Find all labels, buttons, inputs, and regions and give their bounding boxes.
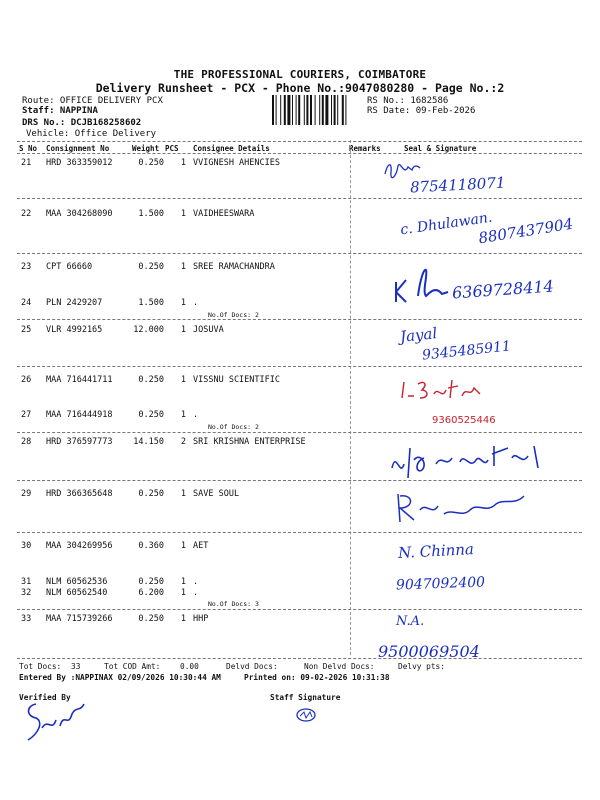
- docs-count-note: No.Of Docs: 2: [208, 311, 259, 319]
- row-sno: 29: [21, 489, 32, 499]
- staff-label: Staff: NAPPINA: [22, 106, 98, 116]
- row-consignment: NLM 60562536: [46, 577, 108, 587]
- row-pcs: 1: [180, 262, 186, 272]
- row-pcs: 1: [180, 158, 186, 168]
- signature-scribble-red: [398, 376, 482, 406]
- tot-docs-value: 33: [71, 662, 81, 671]
- table-row: [0, 158, 600, 170]
- row-consignee: .: [193, 577, 199, 587]
- col-remarks: Remarks: [349, 144, 381, 153]
- row-consignee: VISSNU SCIENTIFIC: [193, 375, 280, 385]
- row-consignment: MAA 304268090: [46, 209, 113, 219]
- table-row: [0, 325, 600, 337]
- handwritten-phone: 8754118071: [409, 173, 506, 197]
- handwritten-name: Jayal: [399, 324, 439, 346]
- staff-signature-label: Staff Signature: [270, 693, 341, 702]
- footer-rule: [17, 658, 582, 659]
- row-consignee: SREE RAMACHANDRA: [193, 262, 275, 272]
- runsheet-title: Delivery Runsheet - PCX - Phone No.:9047080280 - Page No.:2: [95, 81, 505, 95]
- row-weight: 0.360: [138, 541, 164, 551]
- row-sno: 32: [21, 588, 32, 598]
- row-divider: [17, 432, 582, 433]
- table-row: [0, 541, 600, 553]
- table-row: [0, 375, 600, 387]
- tot-cod-value: 0.00: [180, 662, 199, 671]
- row-consignment: MAA 716441711: [46, 375, 113, 385]
- row-sno: 25: [21, 325, 32, 335]
- row-sno: 33: [21, 614, 32, 624]
- row-consignee: VAIDHEESWARA: [193, 209, 255, 219]
- signature-scribble: [392, 488, 532, 532]
- row-consignee: HHP: [193, 614, 209, 624]
- row-sno: 21: [21, 158, 32, 168]
- row-consignment: MAA 716444918: [46, 410, 113, 420]
- handwritten-name: c. Dhulawan.: [399, 209, 494, 239]
- table-row: [0, 588, 600, 600]
- table-row: [0, 262, 600, 274]
- col-consignment: Consignment No: [46, 144, 110, 153]
- row-weight: 0.250: [138, 577, 164, 587]
- handwritten-phone: 6369728414: [451, 276, 555, 303]
- entered-by: Entered By :NAPPINAX 02/09/2026 10:30:44 AM: [19, 673, 221, 682]
- table-row: [0, 209, 600, 221]
- company-name: THE PROFESSIONAL COURIERS, COIMBATORE: [173, 68, 427, 81]
- row-weight: 0.250: [138, 375, 164, 385]
- header-top-rule: [17, 141, 582, 142]
- handwritten-phone: 9360525446: [432, 415, 496, 426]
- handwritten-phone: 9047092400: [395, 574, 486, 594]
- header-bottom-rule: [17, 153, 582, 154]
- row-sno: 30: [21, 541, 32, 551]
- col-weight: Weight: [132, 144, 160, 153]
- delivery-points-label: Delvy pts:: [398, 662, 445, 671]
- row-pcs: 2: [180, 437, 186, 447]
- row-sno: 28: [21, 437, 32, 447]
- row-consignment: MAA 715739266: [46, 614, 113, 624]
- row-pcs: 1: [180, 588, 186, 598]
- handwritten-phone: 9500069504: [378, 642, 480, 661]
- non-delivered-docs-label: Non Delvd Docs:: [304, 662, 375, 671]
- col-pcs: PCS: [165, 144, 179, 153]
- docs-count-note: No.Of Docs: 3: [208, 600, 259, 608]
- row-pcs: 1: [180, 209, 186, 219]
- row-weight: 1.500: [138, 298, 164, 308]
- delivered-docs-label: Delvd Docs:: [226, 662, 278, 671]
- barcode-image: [272, 95, 364, 125]
- row-consignment: HRD 366365648: [46, 489, 113, 499]
- tot-docs-label: Tot Docs:: [19, 662, 62, 671]
- signature-scribble: [388, 438, 548, 490]
- row-divider: [17, 609, 582, 610]
- row-pcs: 1: [180, 410, 186, 420]
- row-divider: [17, 253, 582, 254]
- printed-on: Printed on: 09-02-2026 10:31:38: [244, 673, 390, 682]
- handwritten-phone: 9345485911: [421, 338, 512, 364]
- row-weight: 6.200: [138, 588, 164, 598]
- row-sno: 24: [21, 298, 32, 308]
- row-divider: [17, 366, 582, 367]
- verified-signature: [22, 698, 92, 750]
- row-sno: 27: [21, 410, 32, 420]
- table-row: [0, 614, 600, 626]
- row-pcs: 1: [180, 577, 186, 587]
- row-sno: 26: [21, 375, 32, 385]
- signature-scribble: [392, 262, 452, 308]
- row-consignment: MAA 304269956: [46, 541, 113, 551]
- row-consignment: VLR 4992165: [46, 325, 103, 335]
- row-weight: 14.150: [133, 437, 164, 447]
- drs-number: DRS No.: DCJB168258602: [22, 118, 142, 128]
- row-consignment: NLM 60562540: [46, 588, 108, 598]
- row-consignee: JOSUVA: [193, 325, 224, 335]
- row-divider: [17, 198, 582, 199]
- tot-cod-label: Tot COD Amt:: [104, 662, 161, 671]
- handwritten-phone: 8807437904: [477, 214, 575, 248]
- handwritten-name: N.A.: [396, 614, 425, 629]
- row-weight: 0.250: [138, 489, 164, 499]
- handwritten-name: N. Chinna: [397, 540, 475, 562]
- row-pcs: 1: [180, 375, 186, 385]
- row-weight: 1.500: [138, 209, 164, 219]
- col-seal-signature: Seal & Signature: [404, 144, 477, 153]
- row-consignee: SRI KRISHNA ENTERPRISE: [193, 437, 306, 447]
- route-label: Route: OFFICE DELIVERY PCX: [22, 96, 163, 106]
- rs-date: RS Date: 09-Feb-2026: [367, 106, 476, 116]
- verified-by-label: Verified By: [19, 693, 71, 702]
- row-consignment: HRD 376597773: [46, 437, 113, 447]
- row-pcs: 1: [180, 541, 186, 551]
- col-consignee: Consignee Details: [193, 144, 270, 153]
- table-row: [0, 410, 600, 422]
- row-consignment: HRD 363359012: [46, 158, 113, 168]
- row-consignee: AET: [193, 541, 209, 551]
- row-consignee: .: [193, 588, 199, 598]
- row-pcs: 1: [180, 325, 186, 335]
- row-sno: 23: [21, 262, 32, 272]
- docs-count-note: No.Of Docs: 2: [208, 423, 259, 431]
- row-consignment: PLN 2429207: [46, 298, 103, 308]
- row-pcs: 1: [180, 614, 186, 624]
- col-sno: S No: [19, 144, 38, 153]
- vehicle-label: Vehicle: Office Delivery: [26, 129, 157, 139]
- row-consignee: SAVE SOUL: [193, 489, 240, 499]
- row-weight: 0.250: [138, 262, 164, 272]
- rs-number: RS No.: 1682586: [367, 96, 449, 106]
- row-consignee: .: [193, 298, 199, 308]
- table-row: [0, 298, 600, 310]
- row-weight: 12.000: [133, 325, 164, 335]
- row-pcs: 1: [180, 298, 186, 308]
- row-consignee: VVIGNESH AHENCIES: [193, 158, 280, 168]
- row-divider: [17, 532, 582, 533]
- row-consignment: CPT 66660: [46, 262, 93, 272]
- row-weight: 0.250: [138, 410, 164, 420]
- row-sno: 22: [21, 209, 32, 219]
- row-pcs: 1: [180, 489, 186, 499]
- staff-signature-mark: [294, 706, 318, 728]
- row-divider: [17, 319, 582, 320]
- row-sno: 31: [21, 577, 32, 587]
- row-weight: 0.250: [138, 158, 164, 168]
- row-consignee: .: [193, 410, 199, 420]
- row-weight: 0.250: [138, 614, 164, 624]
